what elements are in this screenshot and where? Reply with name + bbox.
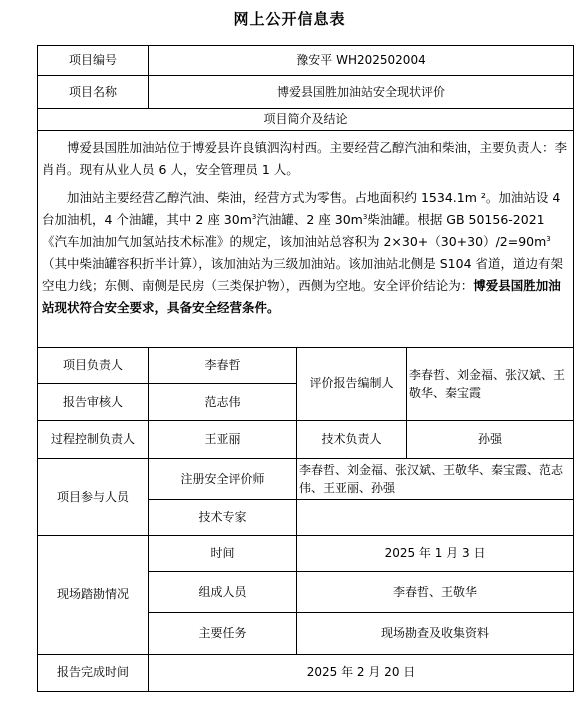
- page-title: 网上公开信息表: [233, 10, 346, 28]
- reviewer-label: 报告审核人: [38, 383, 149, 420]
- intro-body: [38, 130, 574, 347]
- evaluator-value: 李春哲、刘金福、张汉斌、王敬华、秦宝霞、范志伟、王亚丽、孙强: [297, 459, 574, 499]
- row-process-control: [38, 421, 574, 459]
- tech-label: 技术负责人: [297, 421, 407, 459]
- survey-time-value: 2025 年 1 月 3 日: [297, 535, 574, 571]
- project-number-label: 项目编号: [38, 46, 149, 76]
- row-intro-body: [38, 130, 574, 347]
- expert-value: [297, 499, 574, 535]
- intro-paragraph-1: 博爱县国胜加油站位于博爱县许良镇泗沟村西。主要经营乙醇汽油和柴油，主要负责人：李肖肖。现有从业人员 6 人，安全管理员 1 人。: [42, 139, 568, 177]
- row-project-name: [38, 75, 574, 108]
- row-evaluator: [38, 459, 574, 499]
- tech-value: 孙强: [407, 421, 574, 459]
- leader-label: 项目负责人: [38, 347, 149, 383]
- survey-time-label: 时间: [149, 535, 297, 571]
- completion-value: 2025 年 2 月 20 日: [149, 654, 574, 691]
- info-table: [37, 45, 574, 692]
- survey-members-value: 李春哲、王敬华: [297, 572, 574, 613]
- leader-value: 李春哲: [149, 347, 297, 383]
- project-name-label: 项目名称: [38, 75, 149, 108]
- completion-label: 报告完成时间: [38, 654, 149, 691]
- row-project-number: [38, 46, 574, 76]
- process-value: 王亚丽: [149, 421, 297, 459]
- evaluator-label: 注册安全评价师: [149, 459, 297, 499]
- report-writer-value: 李春哲、刘金福、张汉斌、王敬华、秦宝霞: [407, 347, 574, 420]
- row-completion: [38, 654, 574, 691]
- project-name-value: 博爱县国胜加油站安全现状评价: [149, 75, 574, 108]
- process-label: 过程控制负责人: [38, 421, 149, 459]
- project-number-value: 豫安平 WH202502004: [149, 46, 574, 76]
- intro-paragraph-2: 加油站主要经营乙醇汽油、柴油，经营方式为零售。占地面积约 1534.1m ²。加油站设 4 台加油机，4 个油罐，其中 2 座 $30m^3$汽油罐、2 座 $30m^3$柴油罐。根据 GB 50156-2021《汽车加油加气加氢站技术标准》的规定，该加油站总容积为 $2\times 30+(30+30)/2=90m^3$（其中柴油罐容积折半计算），该加油站为三级加油站。该加油站北侧是 S104 省道，道边有架空电力线；东侧、南侧是民房（三类保护物），西侧为空地。安全评价结论为：博爱县国胜加油站现状符合安全要求，具备安全经营条件。: [42, 189, 563, 315]
- survey-members-label: 组成人员: [149, 572, 297, 613]
- expert-label: 技术专家: [149, 499, 297, 535]
- intro-conclusion: 博爱县国胜加油站现状符合安全要求，具备安全经营条件。: [42, 277, 561, 315]
- survey-label: 现场踏勘情况: [38, 535, 149, 654]
- report-writer-label: 评价报告编制人: [297, 347, 407, 420]
- survey-task-value: 现场勘查及收集资料: [297, 613, 574, 654]
- row-intro-header: [38, 109, 574, 131]
- participants-label: 项目参与人员: [38, 459, 149, 535]
- row-survey-time: [38, 535, 574, 571]
- intro-header: 项目简介及结论: [38, 109, 574, 131]
- row-leader: [38, 347, 574, 383]
- survey-task-label: 主要任务: [149, 613, 297, 654]
- reviewer-value: 范志伟: [149, 383, 297, 420]
